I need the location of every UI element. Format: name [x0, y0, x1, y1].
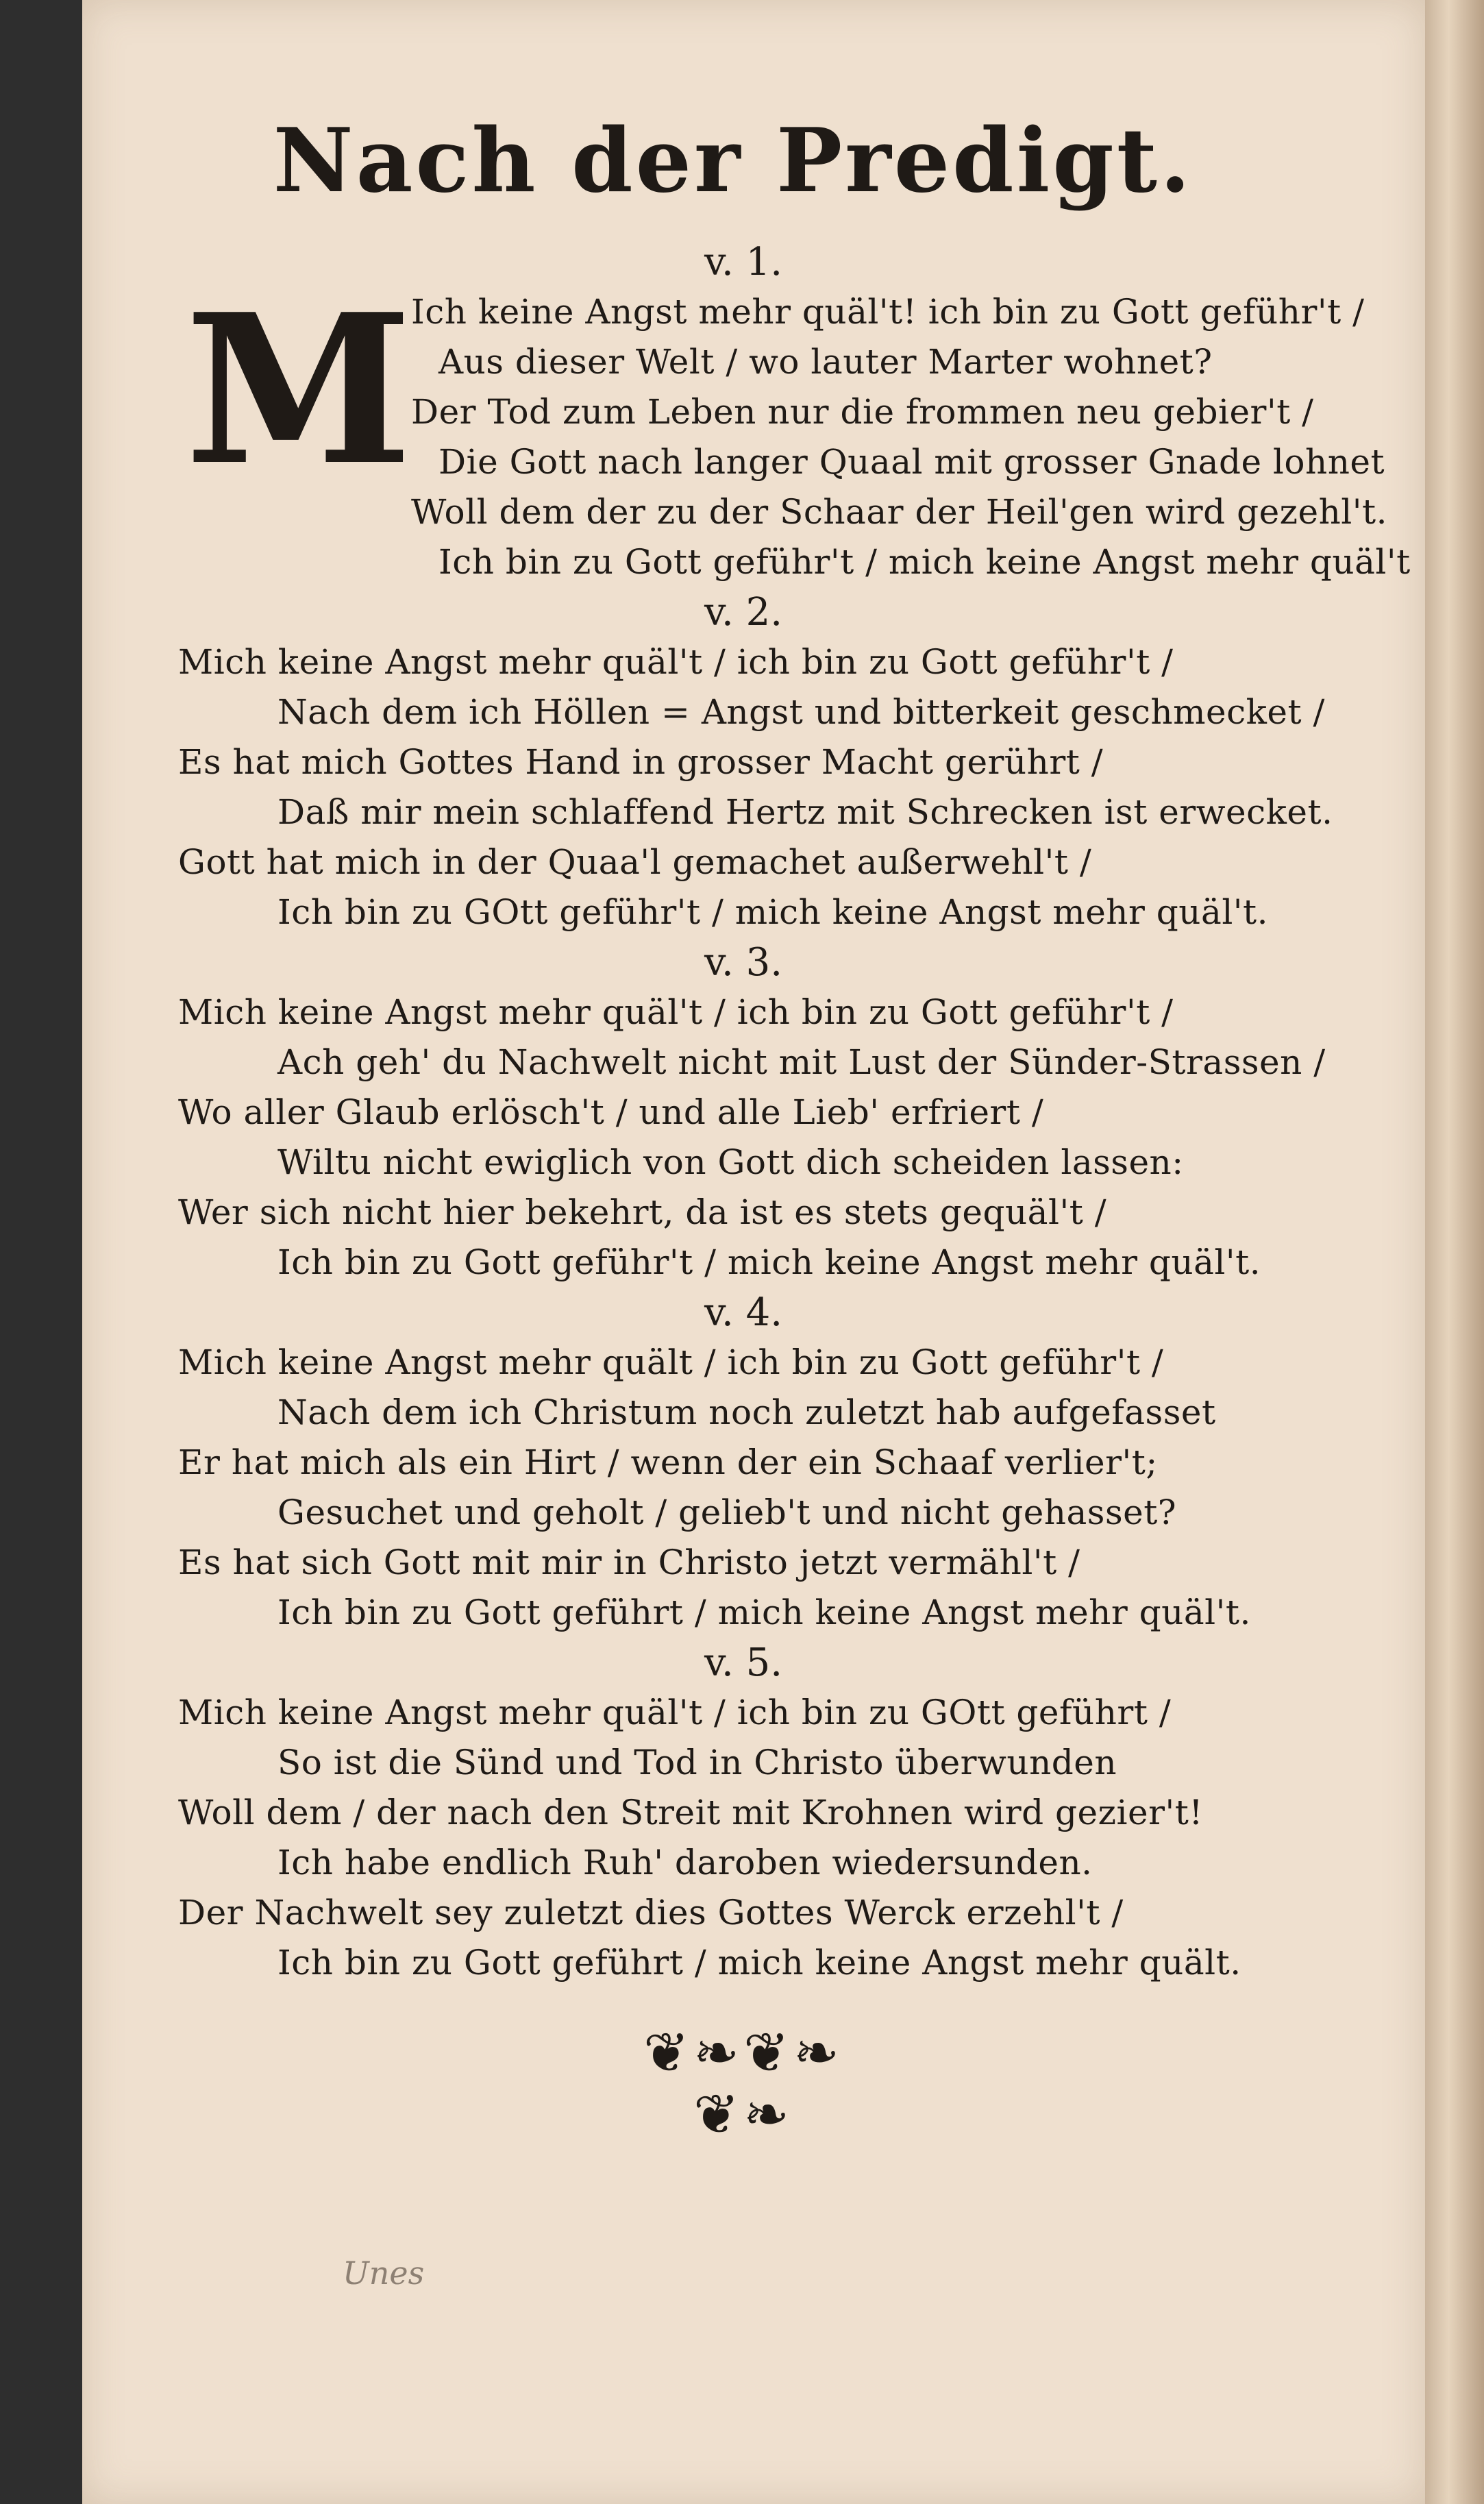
verse-line: Nach dem ich Christum noch zuletzt hab aufgefasset: [277, 1392, 1216, 1432]
verse-line: Es hat mich Gottes Hand in grosser Macht gerührt /: [178, 742, 1104, 782]
verse-line: Mich keine Angst mehr quäl't / ich bin zu Gott geführ't /: [178, 642, 1174, 682]
verse-line: Der Tod zum Leben nur die frommen neu gebier't /: [411, 392, 1314, 432]
verse-line: Mich keine Angst mehr quäl't / ich bin zu Gott geführ't /: [178, 992, 1174, 1032]
verse-line: So ist die Sünd und Tod in Christo überwunden: [277, 1743, 1117, 1782]
library-stamp: Unes: [343, 2255, 425, 2292]
verse-line: Ach geh' du Nachwelt nicht mit Lust der Sünder-Strassen /: [277, 1042, 1326, 1082]
verse-line: Wiltu nicht ewiglich von Gott dich scheiden lassen:: [277, 1142, 1184, 1182]
verse-1: [178, 269, 1411, 587]
verse-line: Wer sich nicht hier bekehrt, da ist es stets gequäl't /: [178, 1192, 1107, 1232]
page-content: [178, 110, 1411, 2146]
verse-label-4: v. 4.: [704, 1290, 783, 1335]
verse-line: Ich bin zu Gott geführ't / mich keine Angst mehr quäl't.: [277, 1242, 1261, 1282]
verse-line: Der Nachwelt sey zuletzt dies Gottes Werck erzehl't /: [178, 1893, 1124, 1932]
verse-line: Woll dem der zu der Schaar der Heil'gen wird gezehl't.: [411, 492, 1388, 532]
verse-label-5: v. 5.: [704, 1641, 783, 1685]
verse-line: Mich keine Angst mehr quält / ich bin zu Gott geführ't /: [178, 1342, 1164, 1382]
drop-cap: M: [185, 269, 413, 511]
verse-2: [178, 637, 1411, 937]
verse-line: Ich habe endlich Ruh' daroben wiedersunden.: [277, 1843, 1093, 1882]
verse-line: Wo aller Glaub erlösch't / und alle Lieb' erfriert /: [178, 1092, 1044, 1132]
page-title: Nach der Predigt.: [273, 110, 1194, 212]
verse-line: Ich bin zu Gott geführt / mich keine Angst mehr quäl't.: [277, 1593, 1251, 1632]
verse-label-3: v. 3.: [704, 940, 783, 985]
verse-line: Woll dem / der nach den Streit mit Krohnen wird gezier't!: [178, 1793, 1203, 1832]
verse-line: Gesuchet und geholt / gelieb't und nicht gehasset?: [277, 1493, 1177, 1532]
ornament-row-top: ❦❧❦❧: [643, 2021, 844, 2085]
verse-line: Er hat mich als ein Hirt / wenn der ein Schaaf verlier't;: [178, 1443, 1158, 1482]
verse-label-2: v. 2.: [704, 590, 783, 635]
verse-line: Ich keine Angst mehr quäl't! ich bin zu Gott geführ't /: [411, 292, 1365, 332]
verse-4: [178, 1338, 1411, 1638]
verse-line: Daß mir mein schlaffend Hertz mit Schrecken ist erwecket.: [277, 792, 1333, 832]
verse-label-1: v. 1.: [704, 240, 783, 284]
page-edge: [1425, 0, 1484, 2504]
verse-line: Ich bin zu GOtt geführ't / mich keine Angst mehr quäl't.: [277, 892, 1269, 932]
printers-ornament: [75, 2022, 1411, 2146]
verse-3: [178, 987, 1411, 1288]
verse-line: Ich bin zu Gott geführt / mich keine Angst mehr quält.: [277, 1943, 1241, 1983]
verse-line: Nach dem ich Höllen = Angst und bitterkeit geschmecket /: [277, 692, 1325, 732]
verse-5: [178, 1688, 1411, 1988]
verse-line: Mich keine Angst mehr quäl't / ich bin zu GOtt geführt /: [178, 1693, 1172, 1732]
ornament-row-bottom: ❦❧: [693, 2083, 794, 2146]
verse-line: Es hat sich Gott mit mir in Christo jetzt vermähl't /: [178, 1543, 1080, 1582]
verse-line: Ich bin zu Gott geführ't / mich keine Angst mehr quäl't: [438, 542, 1411, 582]
verse-line: Die Gott nach langer Quaal mit grosser Gnade lohnet: [438, 442, 1385, 482]
verse-line: Gott hat mich in der Quaa'l gemachet außerwehl't /: [178, 842, 1092, 882]
verse-line: Aus dieser Welt / wo lauter Marter wohnet?: [438, 342, 1213, 382]
